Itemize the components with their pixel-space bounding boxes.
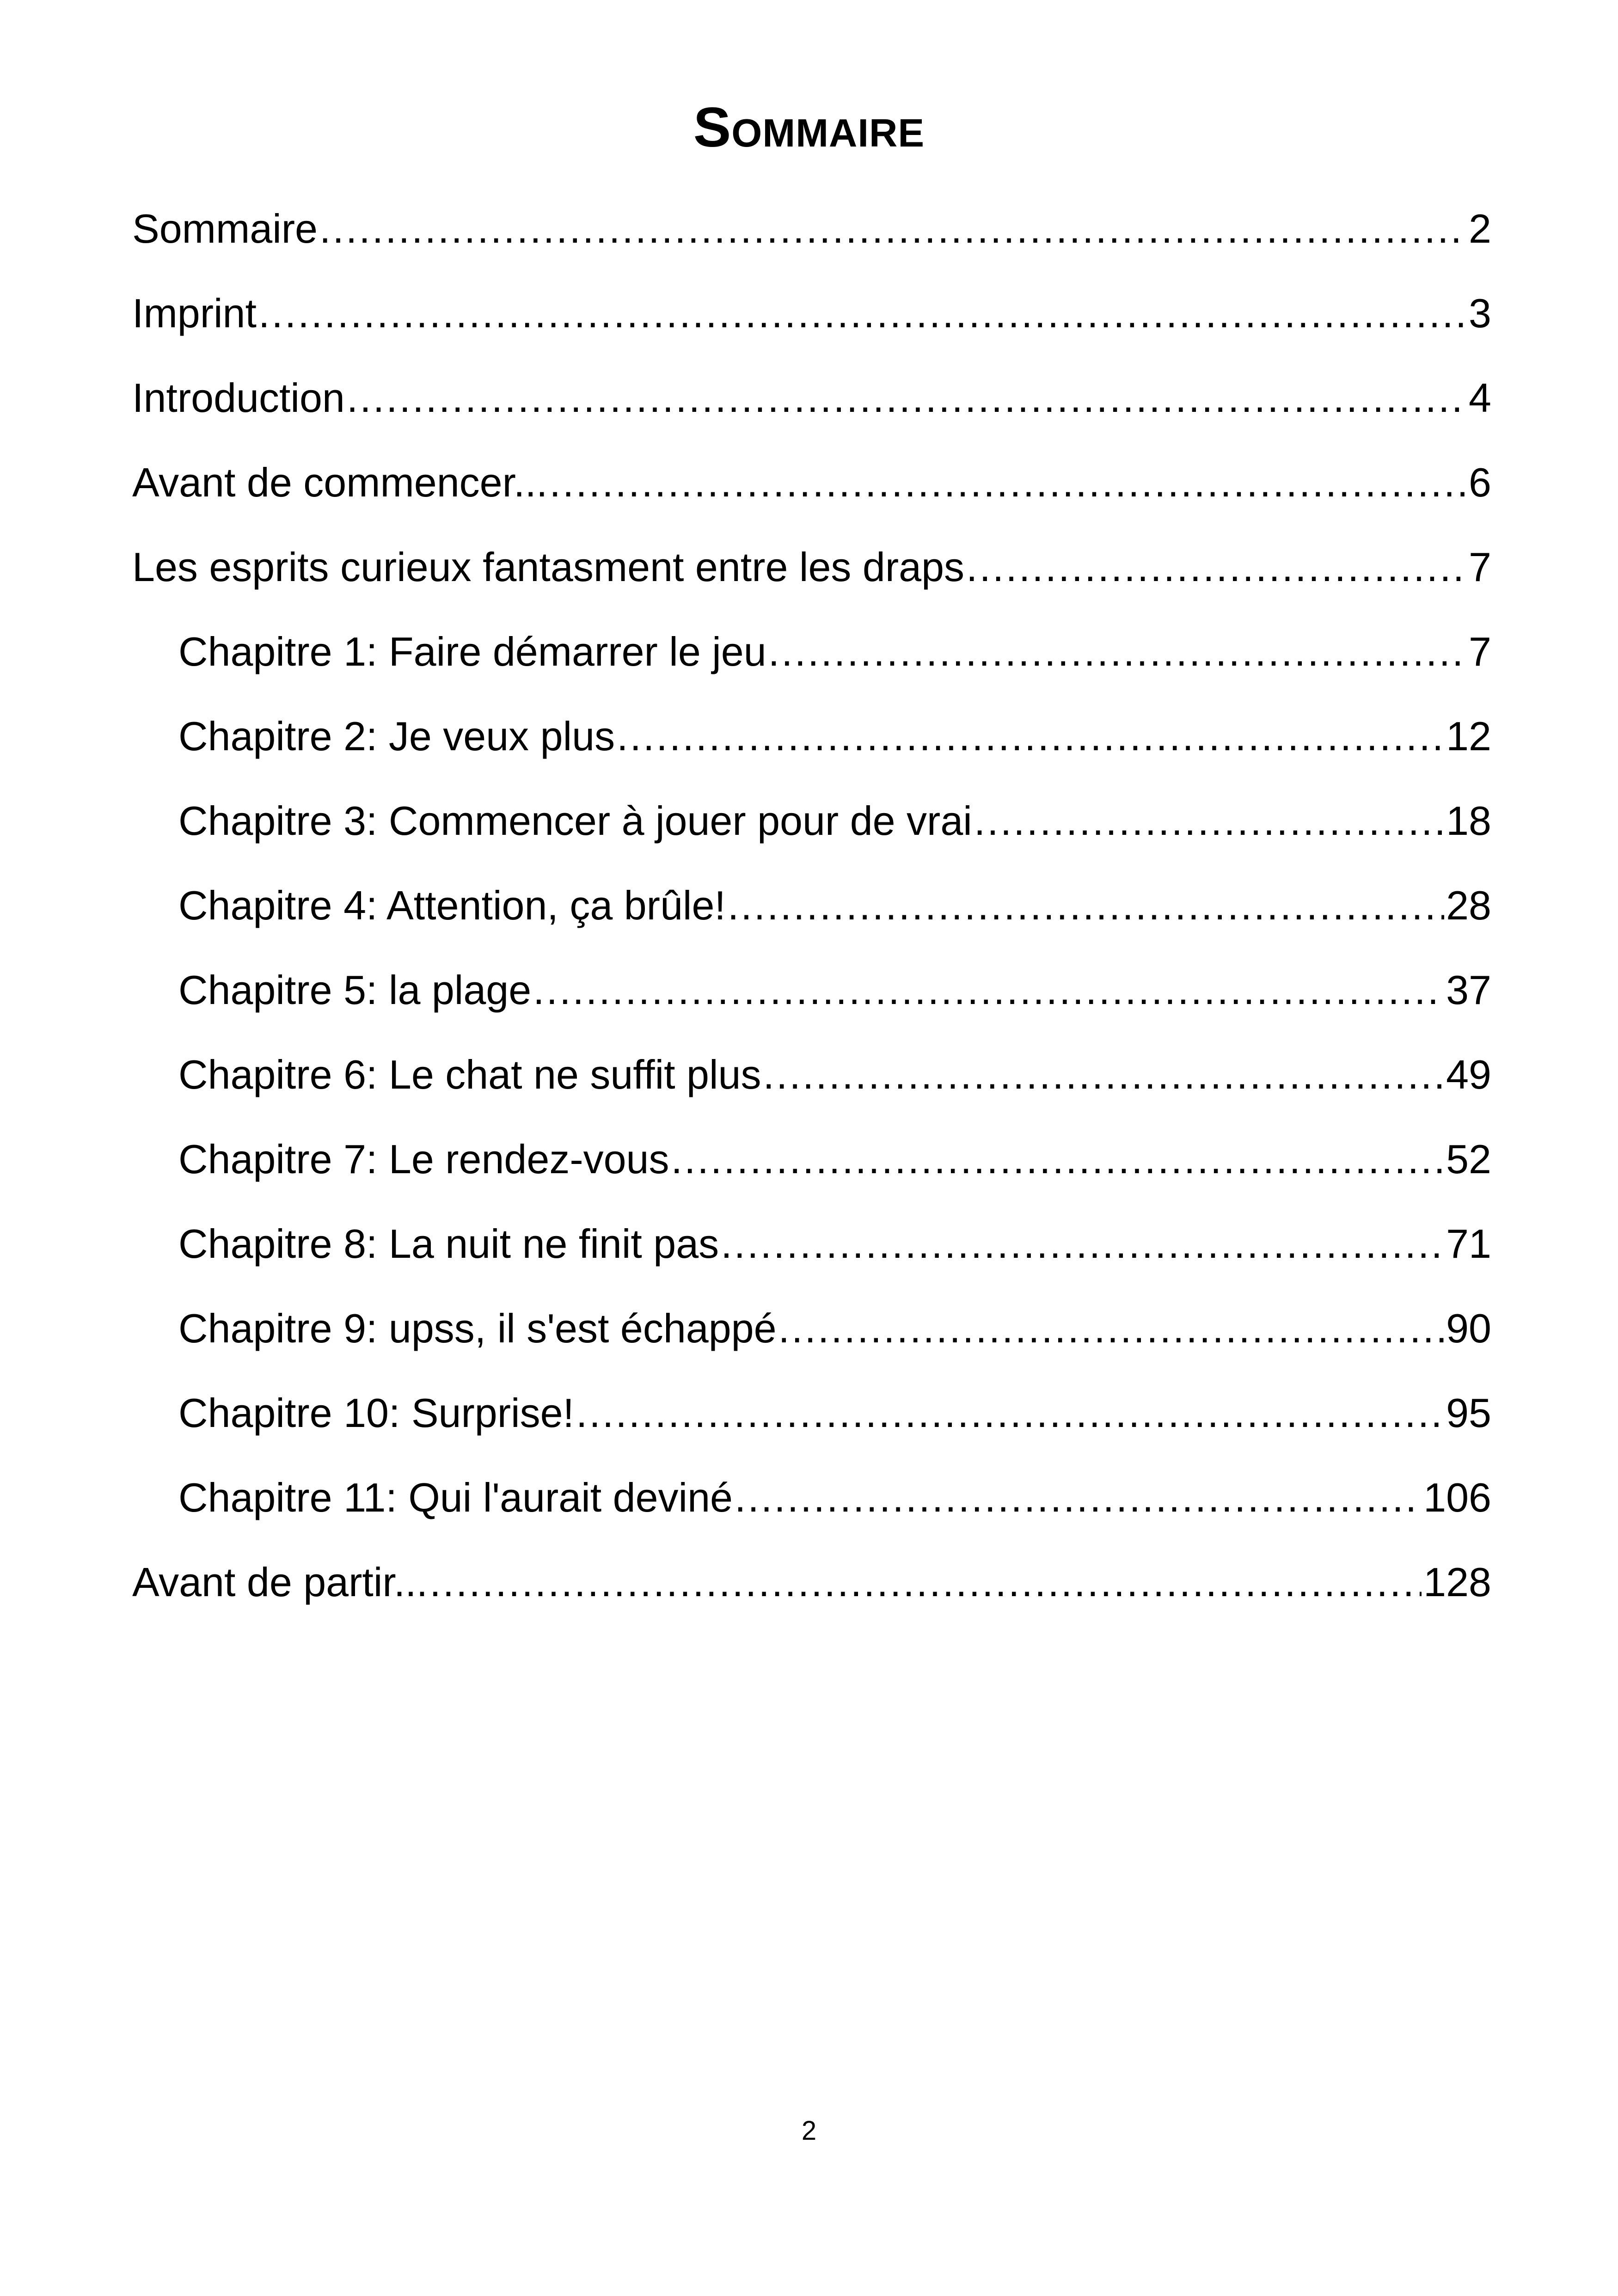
toc-dot-leader [617, 706, 1444, 766]
toc-dot-leader [533, 960, 1444, 1020]
toc-entry-page: 4 [1469, 375, 1491, 421]
toc-entry-label: Chapitre 9: upss, il s'est échappé [178, 1305, 777, 1351]
toc-entry[interactable] [132, 1045, 1491, 1129]
toc-entry[interactable] [132, 1383, 1491, 1468]
toc-entry-page: 49 [1446, 1052, 1491, 1097]
toc-entry-label: Chapitre 2: Je veux plus [178, 713, 615, 759]
toc-entry[interactable] [132, 199, 1491, 283]
toc-entry[interactable] [132, 1129, 1491, 1214]
toc-entry-page: 2 [1469, 206, 1491, 251]
toc-dot-leader [671, 1129, 1445, 1189]
toc-dot-leader [576, 1383, 1444, 1443]
toc-entry-page: 7 [1469, 544, 1491, 590]
toc-dot-leader [768, 622, 1467, 682]
toc-entry[interactable] [132, 1468, 1491, 1552]
toc-entry-label: Chapitre 10: Surprise! [178, 1390, 574, 1436]
toc-dot-leader [258, 283, 1467, 343]
toc-entry[interactable] [132, 1298, 1491, 1383]
toc-entry[interactable] [132, 1214, 1491, 1298]
toc-entry[interactable] [132, 960, 1491, 1045]
toc-entry-page: 128 [1423, 1559, 1491, 1605]
toc-entry[interactable] [132, 1552, 1491, 1637]
toc-dot-leader [721, 1214, 1444, 1274]
toc-entry[interactable] [132, 537, 1491, 622]
toc-entry[interactable] [132, 706, 1491, 791]
toc-entry-label: Imprint [132, 290, 257, 336]
toc-entry-label: Avant de partir... [132, 1559, 428, 1605]
page-title: Sommaire [693, 96, 925, 159]
toc-entry-page: 28 [1446, 882, 1491, 928]
toc-entry-label: Introduction [132, 375, 345, 421]
toc-dot-leader [974, 791, 1444, 851]
toc-dot-leader [429, 1552, 1422, 1612]
toc-dot-leader [763, 1045, 1445, 1105]
toc-entry-label: Chapitre 5: la plage [178, 967, 532, 1013]
toc-entry-page: 3 [1469, 290, 1491, 336]
toc-dot-leader [728, 876, 1444, 936]
toc-entry-page: 12 [1446, 713, 1491, 759]
toc-entry-label: Chapitre 3: Commencer à jouer pour de vrai [178, 798, 972, 844]
toc-entry[interactable] [132, 876, 1491, 960]
toc-entry[interactable] [132, 791, 1491, 876]
toc-entry-label: Chapitre 6: Le chat ne suffit plus [178, 1052, 761, 1097]
toc-dot-leader [319, 199, 1467, 259]
toc-entry-label: Chapitre 1: Faire démarrer le jeu [178, 629, 766, 674]
toc-entry-label: Chapitre 8: La nuit ne finit pas [178, 1221, 719, 1267]
toc-entry-page: 106 [1423, 1475, 1491, 1520]
toc-dot-leader [347, 368, 1467, 428]
toc-entry[interactable] [132, 368, 1491, 453]
toc-entry[interactable] [132, 283, 1491, 368]
toc-entry-page: 18 [1446, 798, 1491, 844]
toc-entry-label: Sommaire [132, 206, 318, 251]
table-of-contents [132, 199, 1491, 1637]
toc-entry-page: 7 [1469, 629, 1491, 674]
toc-entry-page: 90 [1446, 1305, 1491, 1351]
toc-dot-leader [735, 1468, 1422, 1528]
toc-entry-label: Chapitre 7: Le rendez-vous [178, 1136, 669, 1182]
toc-entry-page: 95 [1446, 1390, 1491, 1436]
toc-entry-label: Chapitre 11: Qui l'aurait deviné [178, 1475, 733, 1520]
toc-entry-page: 71 [1446, 1221, 1491, 1267]
toc-entry[interactable] [132, 622, 1491, 706]
toc-entry[interactable] [132, 453, 1491, 537]
toc-entry-label: Chapitre 4: Attention, ça brûle! [178, 882, 726, 928]
toc-dot-leader [778, 1298, 1445, 1359]
toc-dot-leader [966, 537, 1467, 597]
toc-entry-page: 6 [1469, 459, 1491, 505]
toc-entry-page: 37 [1446, 967, 1491, 1013]
toc-entry-page: 52 [1446, 1136, 1491, 1182]
toc-entry-label: Les esprits curieux fantasment entre les draps [132, 544, 965, 590]
toc-dot-leader [549, 453, 1467, 513]
page-number: 2 [801, 2116, 817, 2146]
toc-entry-label: Avant de commencer... [132, 459, 548, 505]
